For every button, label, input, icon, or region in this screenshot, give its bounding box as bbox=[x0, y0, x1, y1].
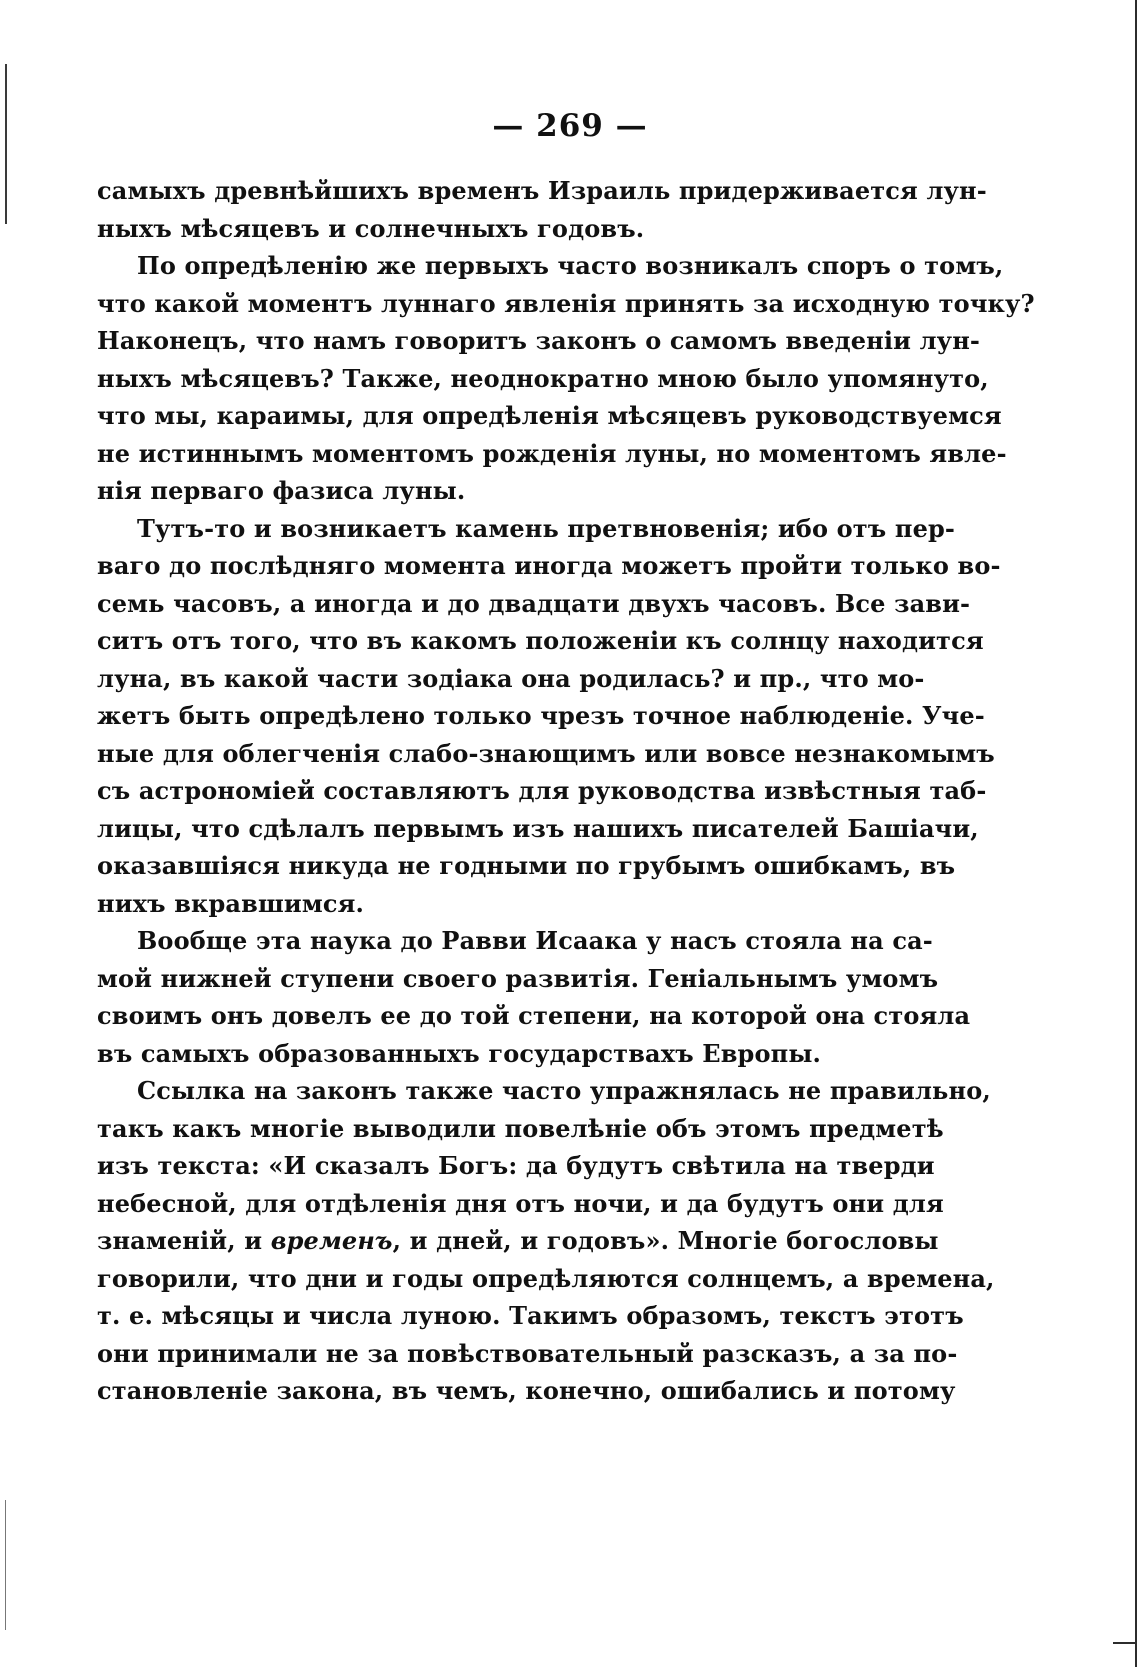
text-line: Ссылка на законъ также часто упражнялась не правильно, bbox=[137, 1076, 991, 1105]
text-line: Вообще эта наука до Равви Исаака у насъ стояла на са- bbox=[137, 926, 933, 955]
text-line: т. е. мѣсяцы и числа луною. Такимъ образомъ, текстъ этотъ bbox=[97, 1301, 964, 1330]
text-line: они принимали не за повѣствовательный разсказъ, а за по- bbox=[97, 1338, 958, 1368]
scan-corner-mark bbox=[1113, 1642, 1137, 1644]
text-line: ситъ отъ того, что въ какомъ положеніи къ солнцу находится bbox=[97, 626, 984, 655]
emphasized-word: временъ bbox=[270, 1226, 393, 1255]
text-line: что мы, караимы, для опредѣленія мѣсяцевъ руководствуемся bbox=[97, 401, 1002, 430]
text-segment: знаменій, и bbox=[97, 1226, 271, 1255]
text-line: что какой моментъ луннаго явленія принять за исходную точку? bbox=[97, 288, 1035, 318]
scan-edge-left-lower bbox=[5, 1500, 6, 1630]
body-text bbox=[97, 172, 1035, 1410]
text-line: семь часовъ, а иногда и до двадцати двухъ часовъ. Все зави- bbox=[97, 588, 971, 618]
page-number: — 269 — bbox=[492, 108, 648, 144]
text-line: Наконецъ, что намъ говоритъ законъ о самомъ введеніи лун- bbox=[97, 326, 981, 355]
text-line: Тутъ-то и возникаетъ камень претвновенія; ибо отъ пер- bbox=[137, 513, 956, 543]
scan-edge-right bbox=[1135, 0, 1137, 1667]
text-line: нихъ вкравшимся. bbox=[97, 888, 364, 918]
text-line: нія перваго фазиса луны. bbox=[97, 476, 466, 505]
text-line: въ самыхъ образованныхъ государствахъ Европы. bbox=[97, 1038, 822, 1068]
text-line: ныхъ мѣсяцевъ и солнечныхъ годовъ. bbox=[97, 213, 645, 243]
text-line: своимъ онъ довелъ ее до той степени, на которой она стояла bbox=[97, 1001, 971, 1030]
text-line: жетъ быть опредѣлено только чрезъ точное наблюденіе. Уче- bbox=[97, 701, 985, 730]
text-segment: , и дней, и годовъ». Многіе богословы bbox=[392, 1226, 939, 1255]
text-line: луна, въ какой части зодіака она родилась? и пр., что мо- bbox=[97, 663, 925, 693]
text-line: не истиннымъ моментомъ рожденія луны, но моментомъ явле- bbox=[97, 438, 1007, 468]
text-line: По опредѣленію же первыхъ часто возникалъ споръ о томъ, bbox=[137, 251, 1004, 280]
text-line: съ астрономіей составляютъ для руководства извѣстныя таб- bbox=[97, 776, 987, 805]
text-line: изъ текста: «И сказалъ Богъ: да будутъ свѣтила на тверди bbox=[97, 1151, 935, 1180]
text-line: говорили, что дни и годы опредѣляются солнцемъ, а времена, bbox=[97, 1263, 995, 1293]
text-line-mixed bbox=[97, 1222, 939, 1260]
text-line: ныхъ мѣсяцевъ? Также, неоднократно мною было упомянуто, bbox=[97, 363, 989, 393]
text-line: ваго до послѣдняго момента иногда можетъ пройти только во- bbox=[97, 551, 1001, 580]
text-line: ные для облегченія слабо-знающимъ или вовсе незнакомымъ bbox=[97, 738, 995, 768]
text-line: мой нижней ступени своего развитія. Геніальнымъ умомъ bbox=[97, 963, 939, 993]
text-line: самыхъ древнѣйшихъ временъ Израиль придерживается лун- bbox=[97, 176, 987, 205]
scan-edge-left bbox=[5, 64, 7, 224]
text-line: небесной, для отдѣленія дня отъ ночи, и да будутъ они для bbox=[97, 1188, 944, 1218]
text-line: оказавшіяся никуда не годными по грубымъ ошибкамъ, въ bbox=[97, 851, 956, 880]
text-line: становленіе закона, въ чемъ, конечно, ошибались и потому bbox=[97, 1376, 956, 1405]
text-line: лицы, что сдѣлалъ первымъ изъ нашихъ писателей Башіачи, bbox=[97, 813, 979, 843]
text-line: такъ какъ многіе выводили повелѣніе объ этомъ предметѣ bbox=[97, 1113, 944, 1143]
